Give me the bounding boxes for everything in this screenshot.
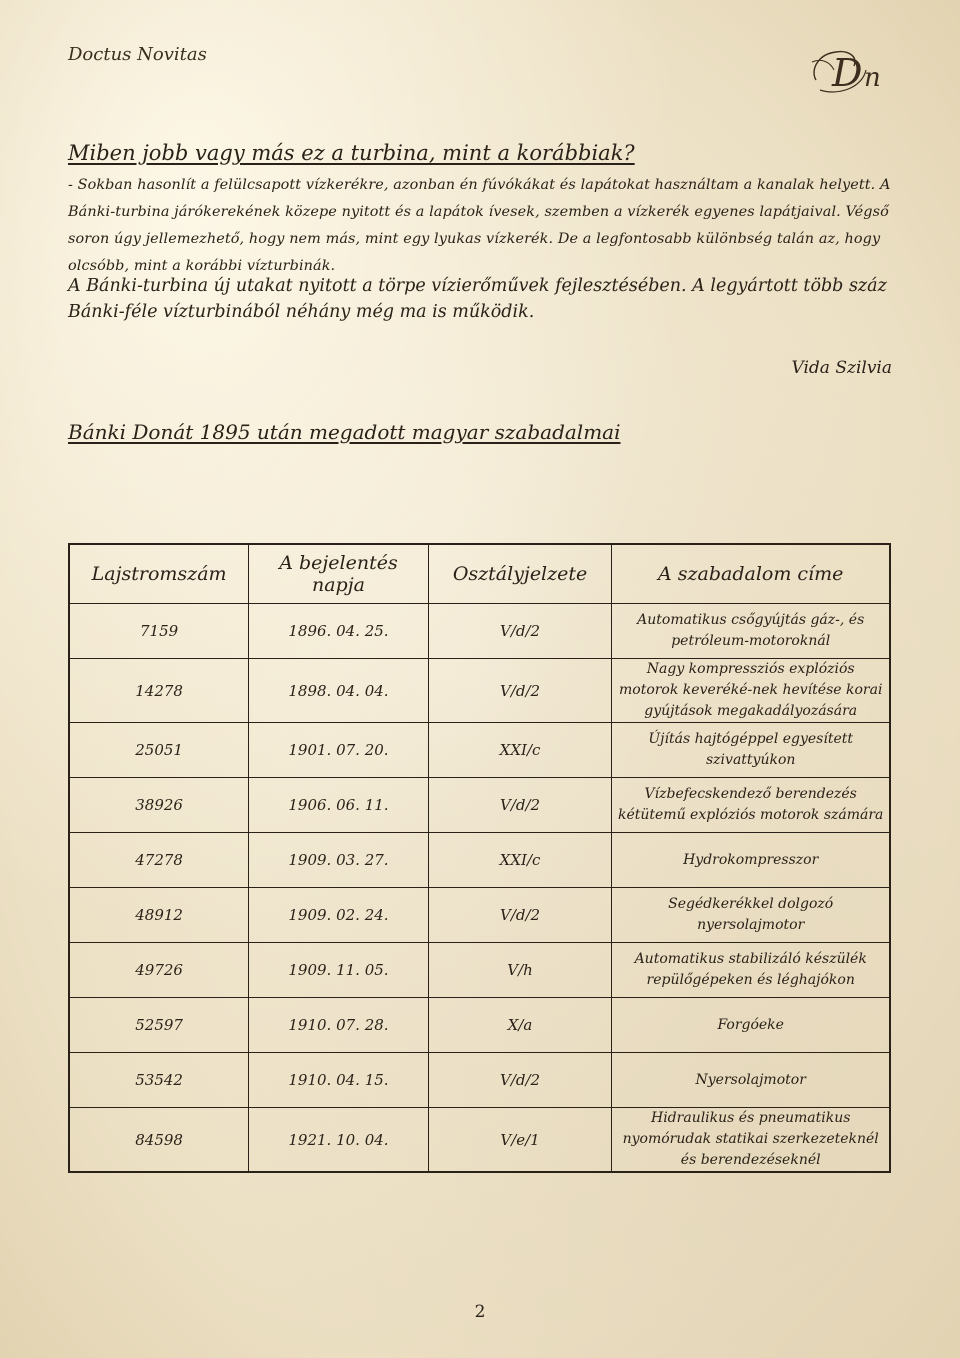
patent-class: V/d/2 <box>428 659 612 723</box>
table-row <box>69 833 890 888</box>
patent-date: 1910. 07. 28. <box>249 998 428 1053</box>
patent-title: Nagy kompressziós explóziós motorok keveréké-nek hevítése korai gyújtások megakadályozására <box>612 659 890 723</box>
patent-class: XXI/c <box>428 833 612 888</box>
patent-title: Automatikus stabilizáló készülék repülőgépeken és léghajókon <box>612 943 890 998</box>
patent-class: V/d/2 <box>428 888 612 943</box>
author-name: Vida Szilvia <box>791 358 892 378</box>
journal-name: Doctus Novitas <box>68 44 207 65</box>
column-header-date: A bejelentés napja <box>249 544 428 604</box>
svg-text:n: n <box>864 63 881 93</box>
patent-title: Hidraulikus és pneumatikus nyomórudak statikai szerkezeteknél és berendezéseknél <box>612 1108 890 1173</box>
patent-title: Újítás hajtógéppel egyesített szivattyúkon <box>612 723 890 778</box>
table-row <box>69 998 890 1053</box>
patent-number: 49726 <box>69 943 249 998</box>
patent-title: Forgóeke <box>612 998 890 1053</box>
patents-heading: Bánki Donát 1895 után megadott magyar szabadalmai <box>68 420 621 444</box>
patent-number: 53542 <box>69 1053 249 1108</box>
patent-class: V/d/2 <box>428 1053 612 1108</box>
patent-number: 38926 <box>69 778 249 833</box>
page-number: 2 <box>474 1302 486 1322</box>
patent-class: V/h <box>428 943 612 998</box>
patent-class: XXI/c <box>428 723 612 778</box>
svg-text:D: D <box>832 51 863 95</box>
patent-number: 14278 <box>69 659 249 723</box>
patent-date: 1909. 11. 05. <box>249 943 428 998</box>
emphasis-paragraph: A Bánki-turbina új utakat nyitott a törpe vízierőművek fejlesztésében. A legyártott több száz Bánki-féle vízturbinából néhány még ma is működik. <box>68 276 887 322</box>
table-row <box>69 723 890 778</box>
patent-number: 84598 <box>69 1108 249 1173</box>
patent-date: 1906. 06. 11. <box>249 778 428 833</box>
patent-number: 7159 <box>69 604 249 659</box>
table-header-row <box>69 544 890 604</box>
patents-table <box>68 543 891 1173</box>
question-heading: Miben jobb vagy más ez a turbina, mint a korábbiak? <box>68 141 635 165</box>
column-header-class: Osztályjelzete <box>428 544 612 604</box>
column-header-number: Lajstromszám <box>69 544 249 604</box>
answer-paragraph: - Sokban hasonlít a felülcsapott vízkerékre, azonban én fúvókákat és lapátokat használtam a kanalak helyett. A Bánki-turbina járókerekének közepe nyitott és a lapátok ívesek, szemben a vízkerék egyenes lapátjaival. Végső soron úgy jellemezhető, hogy nem más, mint egy lyukas vízkerék. De a legfontosabb különbség talán az, hogy olcsóbb, mint a korábbi vízturbinák. <box>68 177 891 274</box>
table-row <box>69 1053 890 1108</box>
column-header-title: A szabadalom címe <box>612 544 890 604</box>
dn-monogram-icon <box>808 40 898 96</box>
patent-date: 1921. 10. 04. <box>249 1108 428 1173</box>
patent-title: Vízbefecskendező berendezés kétütemű explóziós motorok számára <box>612 778 890 833</box>
patent-class: V/d/2 <box>428 778 612 833</box>
table-row <box>69 604 890 659</box>
patent-date: 1910. 04. 15. <box>249 1053 428 1108</box>
patent-class: V/e/1 <box>428 1108 612 1173</box>
patent-title: Nyersolajmotor <box>612 1053 890 1108</box>
patent-title: Automatikus csőgyújtás gáz-, és petróleum-motoroknál <box>612 604 890 659</box>
patent-class: X/a <box>428 998 612 1053</box>
patent-date: 1901. 07. 20. <box>249 723 428 778</box>
patent-title: Hydrokompresszor <box>612 833 890 888</box>
patent-class: V/d/2 <box>428 604 612 659</box>
patent-date: 1898. 04. 04. <box>249 659 428 723</box>
patent-number: 52597 <box>69 998 249 1053</box>
patent-number: 25051 <box>69 723 249 778</box>
table-row <box>69 1108 890 1173</box>
patent-title: Segédkerékkel dolgozó nyersolajmotor <box>612 888 890 943</box>
patent-number: 47278 <box>69 833 249 888</box>
table-row <box>69 943 890 998</box>
patent-number: 48912 <box>69 888 249 943</box>
patent-date: 1896. 04. 25. <box>249 604 428 659</box>
patent-date: 1909. 02. 24. <box>249 888 428 943</box>
table-row <box>69 888 890 943</box>
table-row <box>69 778 890 833</box>
table-row <box>69 659 890 723</box>
patent-date: 1909. 03. 27. <box>249 833 428 888</box>
